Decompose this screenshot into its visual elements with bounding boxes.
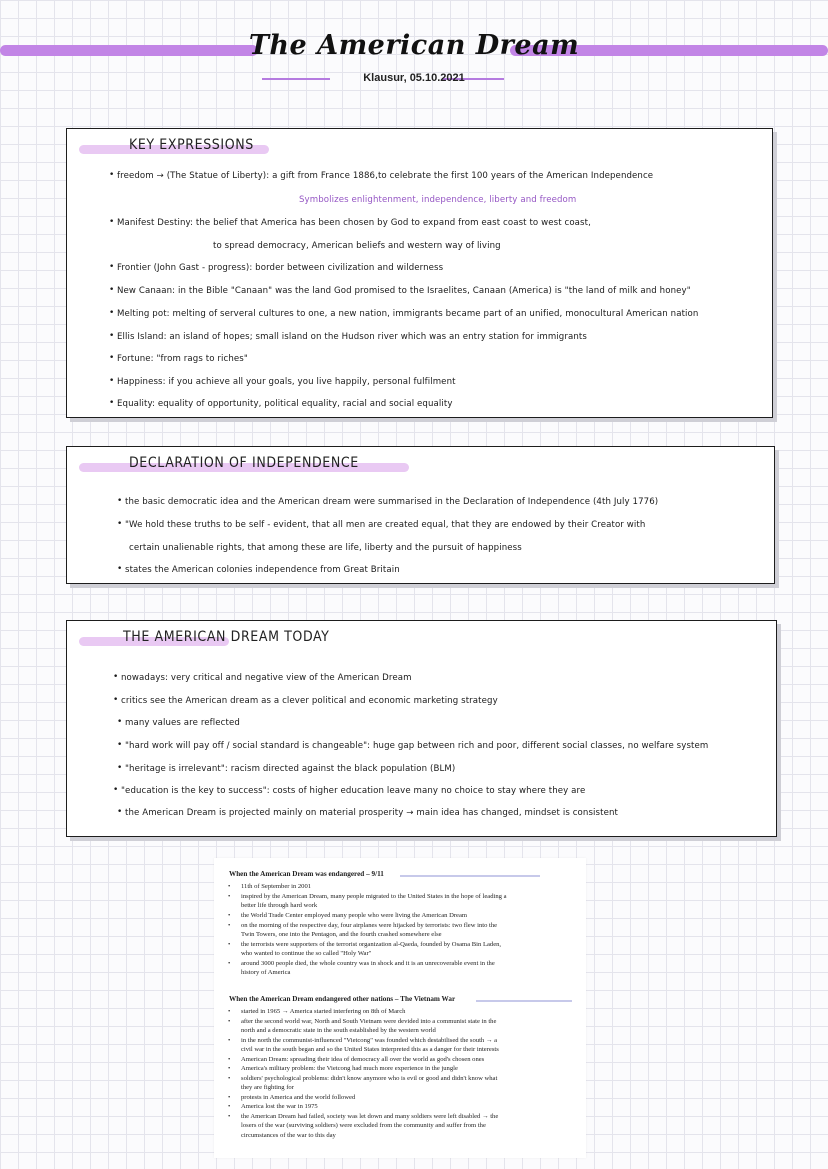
list-item: • nowadays: very critical and negative view of the American Dream <box>121 673 756 683</box>
declaration-heading: DECLARATION OF INDEPENDENCE <box>79 455 359 477</box>
list-item: • "We hold these truths to be self - evident, that all men are created equal, that they are endowed by their Creator with <box>125 520 754 530</box>
list-item: • "heritage is irrelevant": racism directed against the black population (BLM) <box>125 764 756 774</box>
printed-line: • the terrorists were supporters of the terrorist organization al-Qaeda, founded by Osama Bin Laden, <box>241 940 581 949</box>
list-item: • Melting pot: melting of serveral cultures to one, a new nation, immigrants became part of an unified, monocultural American nation <box>117 309 752 319</box>
page-title: The American Dream <box>248 30 580 61</box>
list-item: • Frontier (John Gast - progress): border between civilization and wilderness <box>117 263 752 273</box>
american-dream-today-box <box>66 620 777 837</box>
list-item: • states the American colonies independence from Great Britain <box>125 565 754 575</box>
printed-heading-vietnam: When the American Dream endangered other nations – The Vietnam War <box>229 995 456 1003</box>
printed-line-continued: north and a democratic state in the south established by the western world <box>241 1027 436 1034</box>
list-item: • freedom → (The Statue of Liberty): a gift from France 1886,to celebrate the first 100 years of the American Independence <box>117 171 752 181</box>
printed-line: • American Dream: spreading their idea of democracy all over the world as god's chosen ones <box>241 1055 581 1064</box>
printed-line: • around 3000 people died, the whole country was in shock and it is an unrecoverable event in the <box>241 959 581 968</box>
american-dream-today-heading: THE AMERICAN DREAM TODAY <box>79 629 329 651</box>
list-item: • Manifest Destiny: the belief that America has been chosen by God to expand from east coast to west coast, <box>117 218 752 228</box>
printed-line-continued: they are fighting for <box>241 1084 294 1091</box>
printed-line: • America lost the war in 1975 <box>241 1102 581 1111</box>
printed-line-continued: Twin Towers, one into the Pentagon, and the fourth crashed somewhere else <box>241 931 442 938</box>
printed-line-continued: who wanted to continue the so called "Holy War" <box>241 950 372 957</box>
list-item: • Ellis Island: an island of hopes; small island on the Hudson river which was an entry station for immigrants <box>117 332 752 342</box>
printed-line: • on the morning of the respective day, four airplanes were hijacked by terrorists: two flew into the <box>241 921 581 930</box>
printed-line-continued: losers of the war (surviving soldiers) were excluded from the community and suffer from the <box>241 1122 486 1129</box>
printed-line: • protests in America and the world followed <box>241 1093 581 1102</box>
printed-heading-line <box>400 875 540 877</box>
list-item-note: Symbolizes enlightenment, independence, liberty and freedom <box>299 195 577 205</box>
printed-notes-card <box>214 858 586 1158</box>
printed-line: • America's military problem: the Vietcong had much more experience in the jungle <box>241 1064 581 1073</box>
printed-line-continued: civil war in the south began and so the United States interpreted this as a danger for their interests <box>241 1046 499 1053</box>
printed-line-continued: history of America <box>241 969 291 976</box>
key-expressions-heading: KEY EXPRESSIONS <box>79 137 254 159</box>
printed-line-continued: better life through hard work <box>241 902 318 909</box>
page-subtitle: Klausur, 05.10.2021 <box>363 72 465 84</box>
list-item: • the basic democratic idea and the American dream were summarised in the Declaration of Independence (4th July 1776) <box>125 497 754 507</box>
printed-line: • after the second world war, North and South Vietnam were devided into a communist state in the <box>241 1017 581 1026</box>
printed-line: • the American Dream had failed, society was let down and many soldiers were left disabled → the <box>241 1112 581 1121</box>
printed-heading-line <box>476 1000 572 1002</box>
printed-line: • soldiers' psychological problems: didn't know anymore who is evil or good and didn't know what <box>241 1074 581 1083</box>
printed-line: • 11th of September in 2001 <box>241 882 581 891</box>
printed-line: • started in 1965 → America started interfering on 8th of March <box>241 1007 581 1016</box>
list-item: • critics see the American dream as a clever political and economic marketing strategy <box>121 696 756 706</box>
list-item-continued: certain unalienable rights, that among these are life, liberty and the pursuit of happiness <box>129 543 522 553</box>
printed-line: • inspired by the American Dream, many people migrated to the United States in the hope of leading a <box>241 892 581 901</box>
list-item: • "hard work will pay off / social standard is changeable": huge gap between rich and poor, different social classes, no welfare system <box>125 741 756 751</box>
list-item-continued: to spread democracy, American beliefs and western way of living <box>213 241 501 251</box>
key-expressions-box <box>66 128 773 418</box>
list-item: • New Canaan: in the Bible "Canaan" was the land God promised to the Israelites, Canaan (America) is "the land of milk and honey" <box>117 286 752 296</box>
list-item: • the American Dream is projected mainly on material prosperity → main idea has changed, mindset is consistent <box>125 808 756 818</box>
list-item: • "education is the key to success": costs of higher education leave many no choice to stay where they are <box>121 786 756 796</box>
declaration-box <box>66 446 775 584</box>
list-item: • Fortune: "from rags to riches" <box>117 354 752 364</box>
list-item: • many values are reflected <box>125 718 756 728</box>
printed-line-continued: circumstances of the war to this day <box>241 1132 336 1139</box>
list-item: • Happiness: if you achieve all your goals, you live happily, personal fulfilment <box>117 377 752 387</box>
printed-line: • in the north the communist-influenced "Vietcong" was founded which destabilised the south → a <box>241 1036 581 1045</box>
printed-line: • the World Trade Center employed many people who were living the American Dream <box>241 911 581 920</box>
list-item: • Equality: equality of opportunity, political equality, racial and social equality <box>117 399 752 409</box>
printed-heading-911: When the American Dream was endangered – 9/11 <box>229 870 384 878</box>
